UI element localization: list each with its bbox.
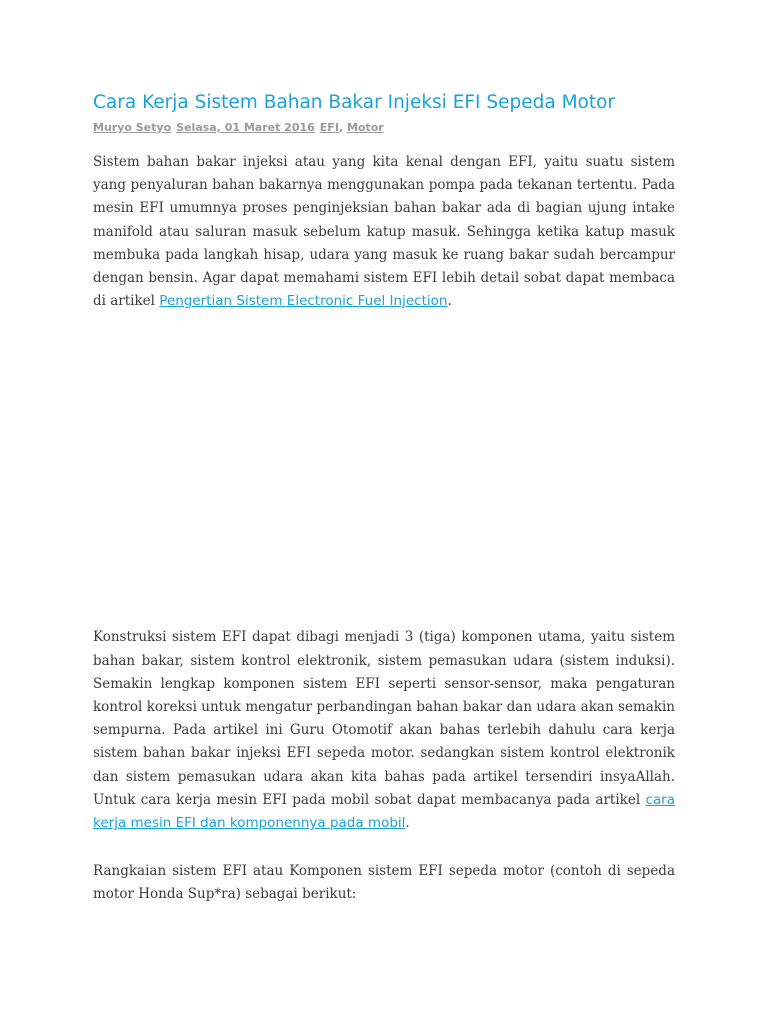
paragraph-rangkaian: Rangkaian sistem EFI atau Komponen sistem EFI sepeda motor (contoh di sepeda motor Honda Sup*ra) sebagai berikut:: [93, 863, 675, 903]
label-link-efi[interactable]: EFI: [319, 121, 339, 134]
paragraph-intro-end: .: [447, 293, 452, 310]
author-link[interactable]: Muryo Setyo: [93, 121, 172, 134]
label-separator: ,: [338, 121, 344, 134]
paragraph-konstruksi-end: .: [405, 815, 410, 832]
post-meta: [93, 120, 675, 136]
link-pengertian-efi[interactable]: Pengertian Sistem Electronic Fuel Injection: [159, 293, 448, 310]
label-link-motor[interactable]: Motor: [346, 121, 384, 134]
paragraph-intro-text: Sistem bahan bakar injeksi atau yang kita kenal dengan EFI, yaitu suatu sistem yang penyaluran bahan bakarnya menggunakan pompa pada tekanan tertentu. Pada mesin EFI umumnya proses penginjeksian bahan bakar ada di bagian ujung intake manifold atau saluran masuk sebelum katup masuk. Sehingga ketika katup masuk membuka pada langkah hisap, udara yang masuk ke ruang bakar sudah bercampur dengan bensin. Agar dapat memahami sistem EFI lebih detail sobat dapat membaca di artikel: [93, 154, 675, 310]
paragraph-konstruksi-text: Konstruksi sistem EFI dapat dibagi menjadi 3 (tiga) komponen utama, yaitu sistem bahan bakar, sistem kontrol elektronik, sistem pemasukan udara (sistem induksi). Semakin lengkap komponen sistem EFI seperti sensor-sensor, maka pengaturan kontrol koreksi untuk mengatur perbandingan bahan bakar dan udara akan semakin sempurna. Pada artikel ini Guru Otomotif akan bahas terlebih dahulu cara kerja sistem bahan bakar injeksi EFI sepeda motor. sedangkan sistem kontrol elektronik dan sistem pemasukan udara akan kita bahas pada artikel tersendiri insyaAllah. Untuk cara kerja mesin EFI pada mobil sobat dapat membacanya pada artikel: [93, 629, 675, 808]
paragraph-konstruksi: [93, 626, 675, 835]
article: [93, 88, 675, 907]
link-cara-kerja-mobil[interactable]: cara kerja mesin EFI dan komponennya pada mobil: [93, 791, 675, 832]
date-link[interactable]: Selasa, 01 Maret 2016: [176, 121, 315, 134]
paragraph-intro: [93, 151, 675, 313]
post-title: Cara Kerja Sistem Bahan Bakar Injeksi EFI Sepeda Motor: [93, 92, 616, 113]
